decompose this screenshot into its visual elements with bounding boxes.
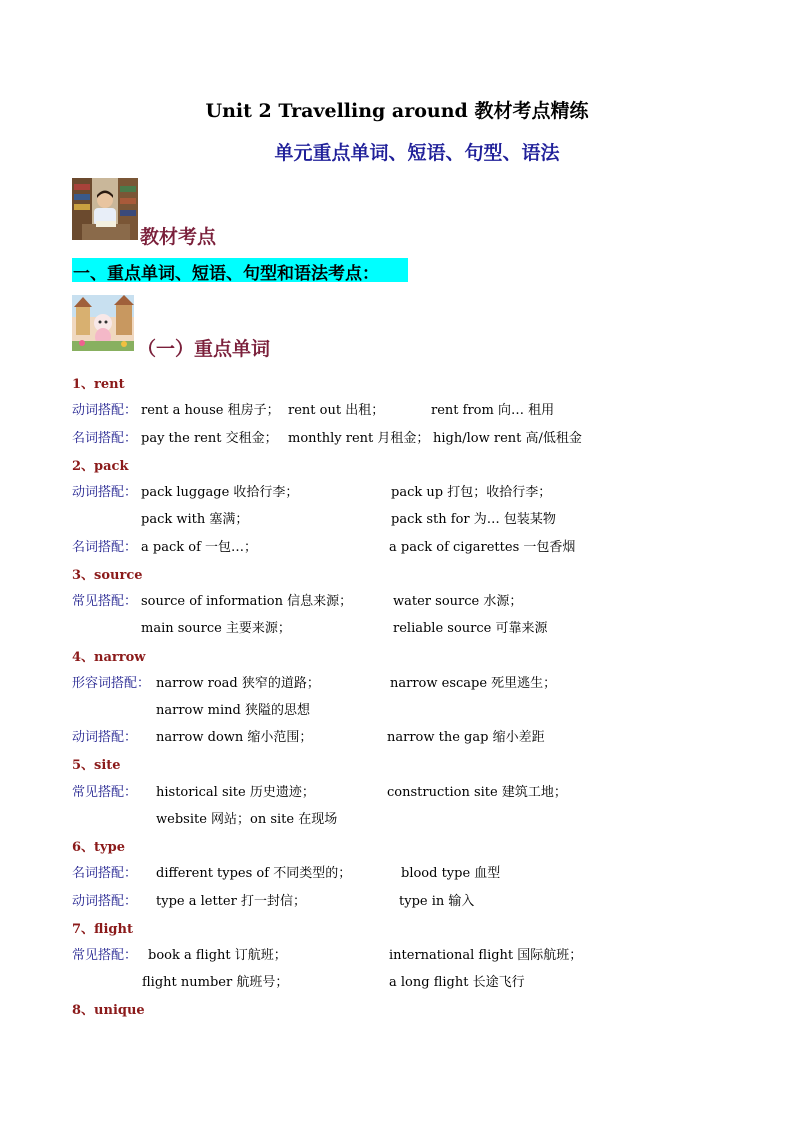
collocation-item: reliable source 可靠来源	[393, 621, 548, 636]
collocation-item: different types of 不同类型的；	[156, 866, 352, 881]
collocation-item: rent a house 租房子；	[141, 403, 280, 418]
collocation-item: a pack of cigarettes 一包香烟	[389, 540, 576, 555]
collocation-item: pack luggage 收拾行李；	[141, 485, 299, 500]
word-rent: 1、rent	[72, 377, 125, 392]
collocation-item: rent out 出租；	[288, 403, 385, 418]
cartoon-scene-photo	[72, 295, 134, 351]
collocation-item: website 网站；on site 在现场	[156, 812, 338, 827]
collocation-label: 动词搭配：	[72, 403, 138, 418]
word-unique: 8、unique	[72, 1003, 145, 1018]
collocation-label: 动词搭配：	[72, 485, 138, 500]
collocation-item: pay the rent 交租金；	[141, 431, 278, 446]
collocation-item: construction site 建筑工地；	[387, 785, 567, 800]
collocation-label: 常见搭配：	[72, 948, 138, 963]
collocation-item: book a flight 订航班；	[148, 948, 287, 963]
collocation-item: main source 主要来源；	[141, 621, 291, 636]
collocation-item: historical site 历史遗迹；	[156, 785, 315, 800]
collocation-item: rent from 向… 租用	[431, 403, 555, 418]
sub-heading: （一）重点单词	[137, 338, 271, 360]
collocation-item: narrow road 狭窄的道路；	[156, 676, 320, 691]
collocation-item: source of information 信息来源；	[141, 594, 353, 609]
collocation-label: 名词搭配：	[72, 431, 138, 446]
collocation-label: 常见搭配：	[72, 594, 138, 609]
collocation-item: flight number 航班号；	[142, 975, 289, 990]
word-flight: 7、flight	[72, 922, 133, 937]
collocation-item: monthly rent 月租金；	[288, 431, 430, 446]
collocation-item: pack with 塞满；	[141, 512, 249, 527]
collocation-label: 动词搭配：	[72, 894, 138, 909]
page-title: Unit 2 Travelling around 教材考点精练	[205, 100, 589, 122]
collocation-label: 常见搭配：	[72, 785, 138, 800]
collocation-item: pack up 打包；收拾行李；	[391, 485, 552, 500]
collocation-item: water source 水源；	[393, 594, 523, 609]
collocation-item: a pack of 一包…；	[141, 540, 258, 555]
word-narrow: 4、narrow	[72, 650, 146, 665]
collocation-label: 形容词搭配：	[72, 676, 151, 691]
collocation-item: type a letter 打一封信；	[156, 894, 306, 909]
collocation-item: high/low rent 高/低租金	[433, 431, 582, 446]
highlight-heading: 一、重点单词、短语、句型和语法考点：	[73, 264, 379, 284]
collocation-item: a long flight 长途飞行	[389, 975, 525, 990]
collocation-item: narrow escape 死里逃生；	[390, 676, 557, 691]
section-heading: 教材考点	[140, 226, 217, 248]
collocation-label: 名词搭配：	[72, 540, 138, 555]
collocation-item: narrow down 缩小范围；	[156, 730, 313, 745]
word-pack: 2、pack	[72, 459, 129, 474]
collocation-item: narrow the gap 缩小差距	[387, 730, 545, 745]
collocation-label: 名词搭配：	[72, 866, 138, 881]
word-source: 3、source	[72, 568, 143, 583]
collocation-item: blood type 血型	[401, 866, 501, 881]
page-subtitle: 单元重点单词、短语、句型、语法	[274, 142, 560, 164]
student-reading-photo	[72, 178, 138, 240]
collocation-label: 动词搭配：	[72, 730, 138, 745]
collocation-item: international flight 国际航班；	[389, 948, 583, 963]
collocation-item: narrow mind 狭隘的思想	[156, 703, 310, 718]
collocation-item: pack sth for 为… 包装某物	[391, 512, 556, 527]
collocation-item: type in 输入	[399, 894, 475, 909]
word-type: 6、type	[72, 840, 125, 855]
word-site: 5、site	[72, 758, 121, 773]
